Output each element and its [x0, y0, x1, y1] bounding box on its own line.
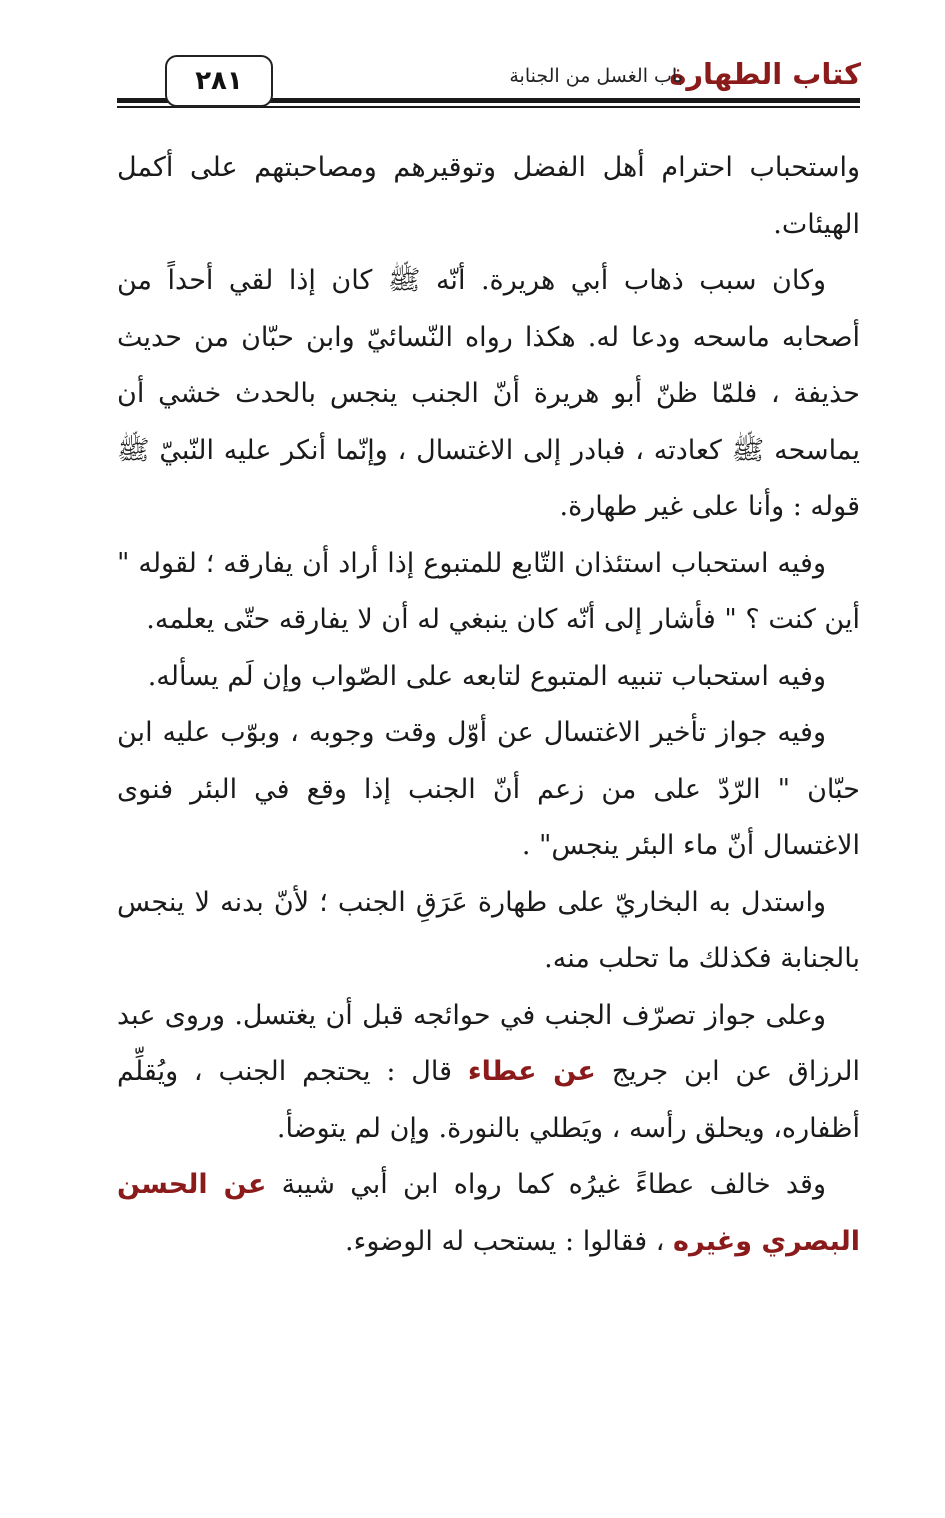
paragraph: [117, 536, 860, 649]
paragraph-text: واستدل به البخاريّ على طهارة عَرَقِ الجنب ؛ لأنّ بدنه لا ينجس بالجنابة فكذلك ما تحلب منه.: [117, 886, 860, 974]
paragraph: [117, 875, 860, 988]
highlighted-narrator: عن الحسن البصري وغيره: [117, 1169, 860, 1257]
page-number: ٢٨١: [165, 55, 273, 107]
paragraph: [117, 705, 860, 875]
paragraph-text: قال : يحتجم الجنب ، ويُقلِّم أظفاره، ويحلق رأسه ، ويَطلي بالنورة. وإن لم يتوضأ.: [117, 1056, 860, 1144]
paragraph: [117, 649, 860, 706]
highlighted-narrator: عن عطاء: [467, 1056, 596, 1087]
book-title: كتاب الطهارة: [669, 57, 861, 91]
paragraph-text: ، فقالوا : يستحب له الوضوء.: [345, 1225, 674, 1257]
paragraph-text: وكان سبب ذهاب أبي هريرة. أنّه ﷺ كان إذا لقي أحداً من أصحابه ماسحه ودعا له. هكذا رواه النّسائيّ وابن حبّان من حديث حذيفة ، فلمّا ظنّ أبو هريرة أنّ الجنب ينجس بالحدث خشي أن يماسحه ﷺ كعادته ، فبادر إلى الاغتسال ، وإنّما أنكر عليه النّبيّ ﷺ قوله : وأنا على غير طهارة.: [117, 265, 860, 522]
paragraph-text: وفيه جواز تأخير الاغتسال عن أوّل وقت وجوبه ، وبوّب عليه ابن حبّان " الرّدّ على من زعم أنّ الجنب إذا وقع في البئر فنوى الاغتسال أنّ ماء البئر ينجس" .: [117, 717, 860, 861]
page-header: [0, 0, 945, 115]
paragraph-text: وفيه استحباب تنبيه المتبوع لتابعه على الصّواب وإن لَم يسأله.: [147, 660, 826, 692]
paragraph-text: وفيه استحباب استئذان التّابع للمتبوع إذا أراد أن يفارقه ؛ لقوله " أين كنت ؟ " فأشار إلى أنّه كان ينبغي له أن لا يفارقه حتّى يعلمه.: [117, 547, 860, 635]
paragraph-text: وعلى جواز تصرّف الجنب في حوائجه قبل أن يغتسل. وروى عبد الرزاق عن ابن جريج: [117, 999, 860, 1087]
paragraph: [117, 140, 860, 253]
paragraph-text: وقد خالف عطاءً غيرُه كما رواه ابن أبي شيبة: [266, 1169, 827, 1200]
paragraph: [117, 988, 860, 1158]
paragraph-text: واستحباب احترام أهل الفضل وتوقيرهم ومصاحبتهم على أكمل الهيئات.: [117, 152, 860, 240]
paragraph: [117, 1157, 860, 1270]
page-body: [117, 140, 860, 1270]
chapter-title: باب الغسل من الجنابة: [509, 65, 683, 87]
paragraph: [117, 253, 860, 536]
